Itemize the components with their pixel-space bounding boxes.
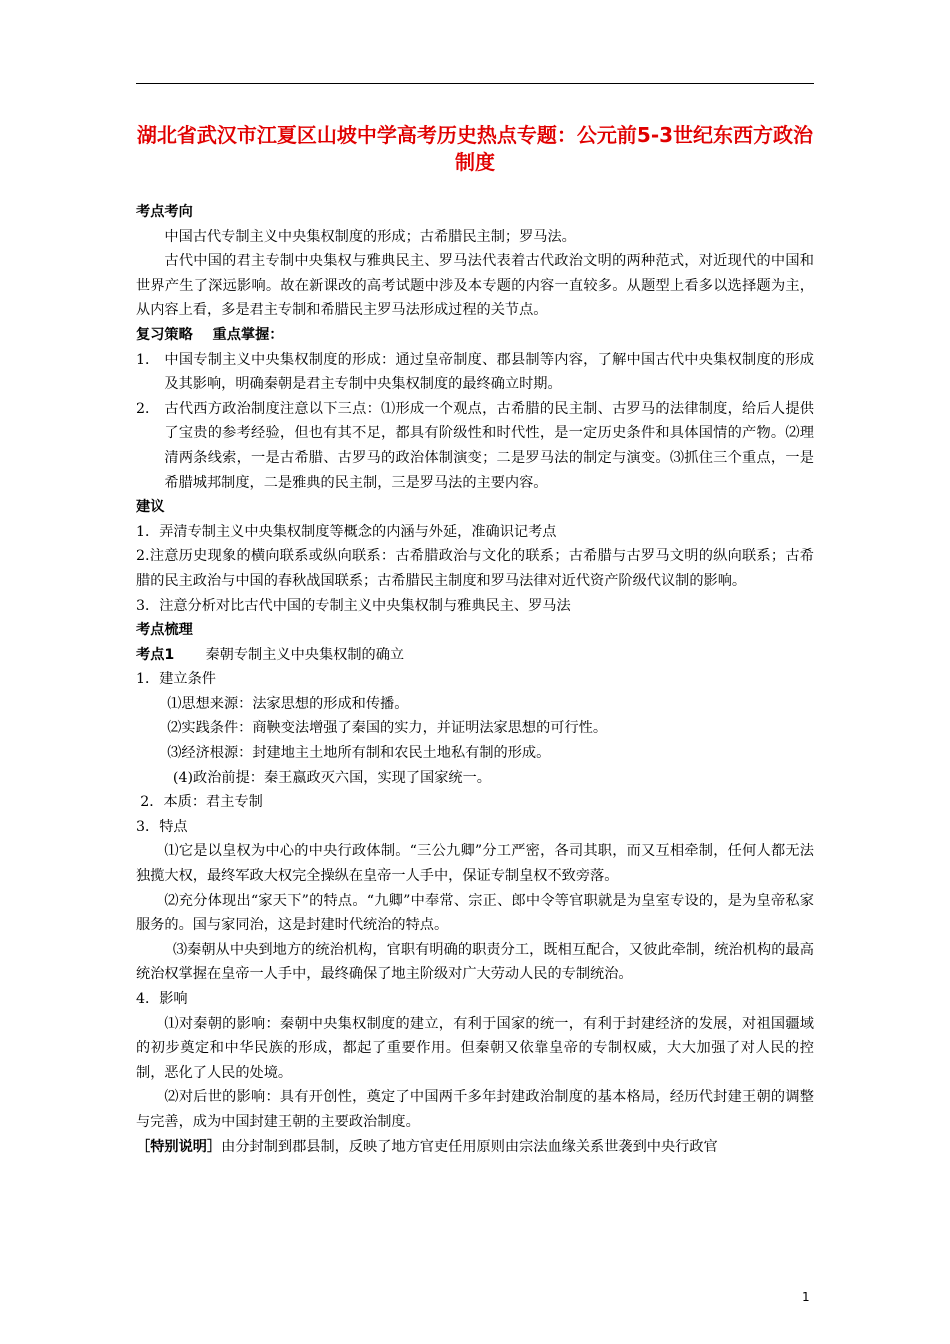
topic-text: 秦朝专制主义中央集权制的确立 — [205, 646, 405, 663]
topic-line — [136, 643, 814, 668]
document-title: 湖北省武汉市江夏区山坡中学高考历史热点专题：公元前5-3世纪东西方政治制度 — [136, 123, 814, 174]
header-rule — [136, 83, 814, 84]
document-body — [136, 200, 814, 1159]
paragraph: ⑴对秦朝的影响：秦朝中央集权制度的建立，有利于国家的统一，有利于封建经济的发展，对祖国疆域的初步奠定和中华民族的形成，都起了重要作用。但秦朝又依靠皇帝的专制权威，大大加强了对人民的控制，恶化了人民的处境。 — [136, 1015, 814, 1081]
paragraph: ⑵实践条件：商鞅变法增强了秦国的实力，并证明法家思想的可行性。 — [167, 720, 608, 737]
list-number: 1． — [136, 351, 160, 368]
list-text: 古代西方政治制度注意以下三点：⑴形成一个观点，古希腊的民主制、古罗马的法律制度，给后人提供了宝贵的参考经验，但也有其不足，都具有阶级性和时代性，是一定历史条件和具体国情的产物。⑵理清两条线索，一是古希腊、古罗马的政治体制演变；二是罗马法的制定与演变。⑶抓住三个重点，一是希腊城邦制度，二是雅典的民主制，三是罗马法的主要内容。 — [164, 400, 814, 491]
paragraph: ⑶经济根源：封建地主土地所有制和农民土地私有制的形成。 — [167, 745, 551, 762]
section-heading: 考点梳理 — [136, 622, 193, 639]
paragraph: 3．特点 — [136, 818, 188, 835]
paragraph: 1．建立条件 — [136, 671, 216, 688]
section-heading: 建议 — [136, 499, 165, 516]
paragraph: ⑴它是以皇权为中心的中央行政体制。“三公九卿”分工严密，各司其职，而又互相牵制，任何人都无法独揽大权，最终军政大权完全操纵在皇帝一人手中，保证专制皇权不致旁落。 — [136, 843, 814, 885]
topic-label: 考点1 — [136, 646, 175, 663]
list-item — [136, 348, 814, 397]
note-label: ［特别说明］ — [136, 1138, 222, 1155]
page-number: 1 — [802, 1290, 810, 1304]
paragraph: 2．本质：君主专制 — [140, 794, 263, 811]
note-text: 由分封制到郡县制，反映了地方官吏任用原则由宗法血缘关系世袭到中央行政官 — [221, 1138, 718, 1155]
paragraph: 3．注意分析对比古代中国的专制主义中央集权制与雅典民主、罗马法 — [136, 597, 571, 614]
paragraph: ⑵充分体现出“家天下”的特点。“九卿”中奉常、宗正、郎中令等官职就是为皇室专设的，是为皇帝私家服务的。国与家同治，这是封建时代统治的特点。 — [136, 892, 814, 934]
list-number: 2． — [136, 400, 160, 417]
paragraph: ⑶秦朝从中央到地方的统治机构，官职有明确的职责分工，既相互配合，又彼此牵制，统治机构的最高统治权掌握在皇帝一人手中，最终确保了地主阶级对广大劳动人民的专制统治。 — [136, 941, 814, 983]
paragraph: ⑴思想来源：法家思想的形成和传播。 — [167, 695, 409, 712]
section-heading: 考点考向 — [136, 204, 193, 220]
paragraph: (4)政治前提：秦王嬴政灭六国，实现了国家统一。 — [172, 769, 491, 786]
paragraph: 4．影响 — [136, 991, 188, 1007]
section-heading: 复习策略 重点掌握： — [136, 326, 284, 343]
list-item — [136, 397, 814, 495]
paragraph: 1．弄清专制主义中央集权制度等概念的内涵与外延，准确识记考点 — [136, 523, 557, 540]
note-line — [136, 1135, 814, 1160]
paragraph: 2.注意历史现象的横向联系或纵向联系：古希腊政治与文化的联系；古希腊与古罗马文明的纵向联系；古希腊的民主政治与中国的春秋战国联系；古希腊民主制度和罗马法律对近代资产阶级代议制的影响。 — [136, 548, 814, 589]
paragraph: 中国古代专制主义中央集权制度的形成；古希腊民主制；罗马法。 — [164, 228, 576, 245]
list-text: 中国专制主义中央集权制度的形成：通过皇帝制度、郡县制等内容，了解中国古代中央集权制度的形成及其影响，明确秦朝是君主专制中央集权制度的最终确立时期。 — [164, 351, 814, 393]
paragraph: ⑵对后世的影响：具有开创性，奠定了中国两千多年封建政治制度的基本格局，经历代封建王朝的调整与完善，成为中国封建王朝的主要政治制度。 — [136, 1089, 814, 1130]
paragraph: 古代中国的君主专制中央集权与雅典民主、罗马法代表着古代政治文明的两种范式，对近现代的中国和世界产生了深远影响。故在新课改的高考试题中涉及本专题的内容一直较多。从题型上看多以选择题为主，从内容上看，多是君主专制和希腊民主罗马法形成过程的关节点。 — [136, 253, 814, 319]
